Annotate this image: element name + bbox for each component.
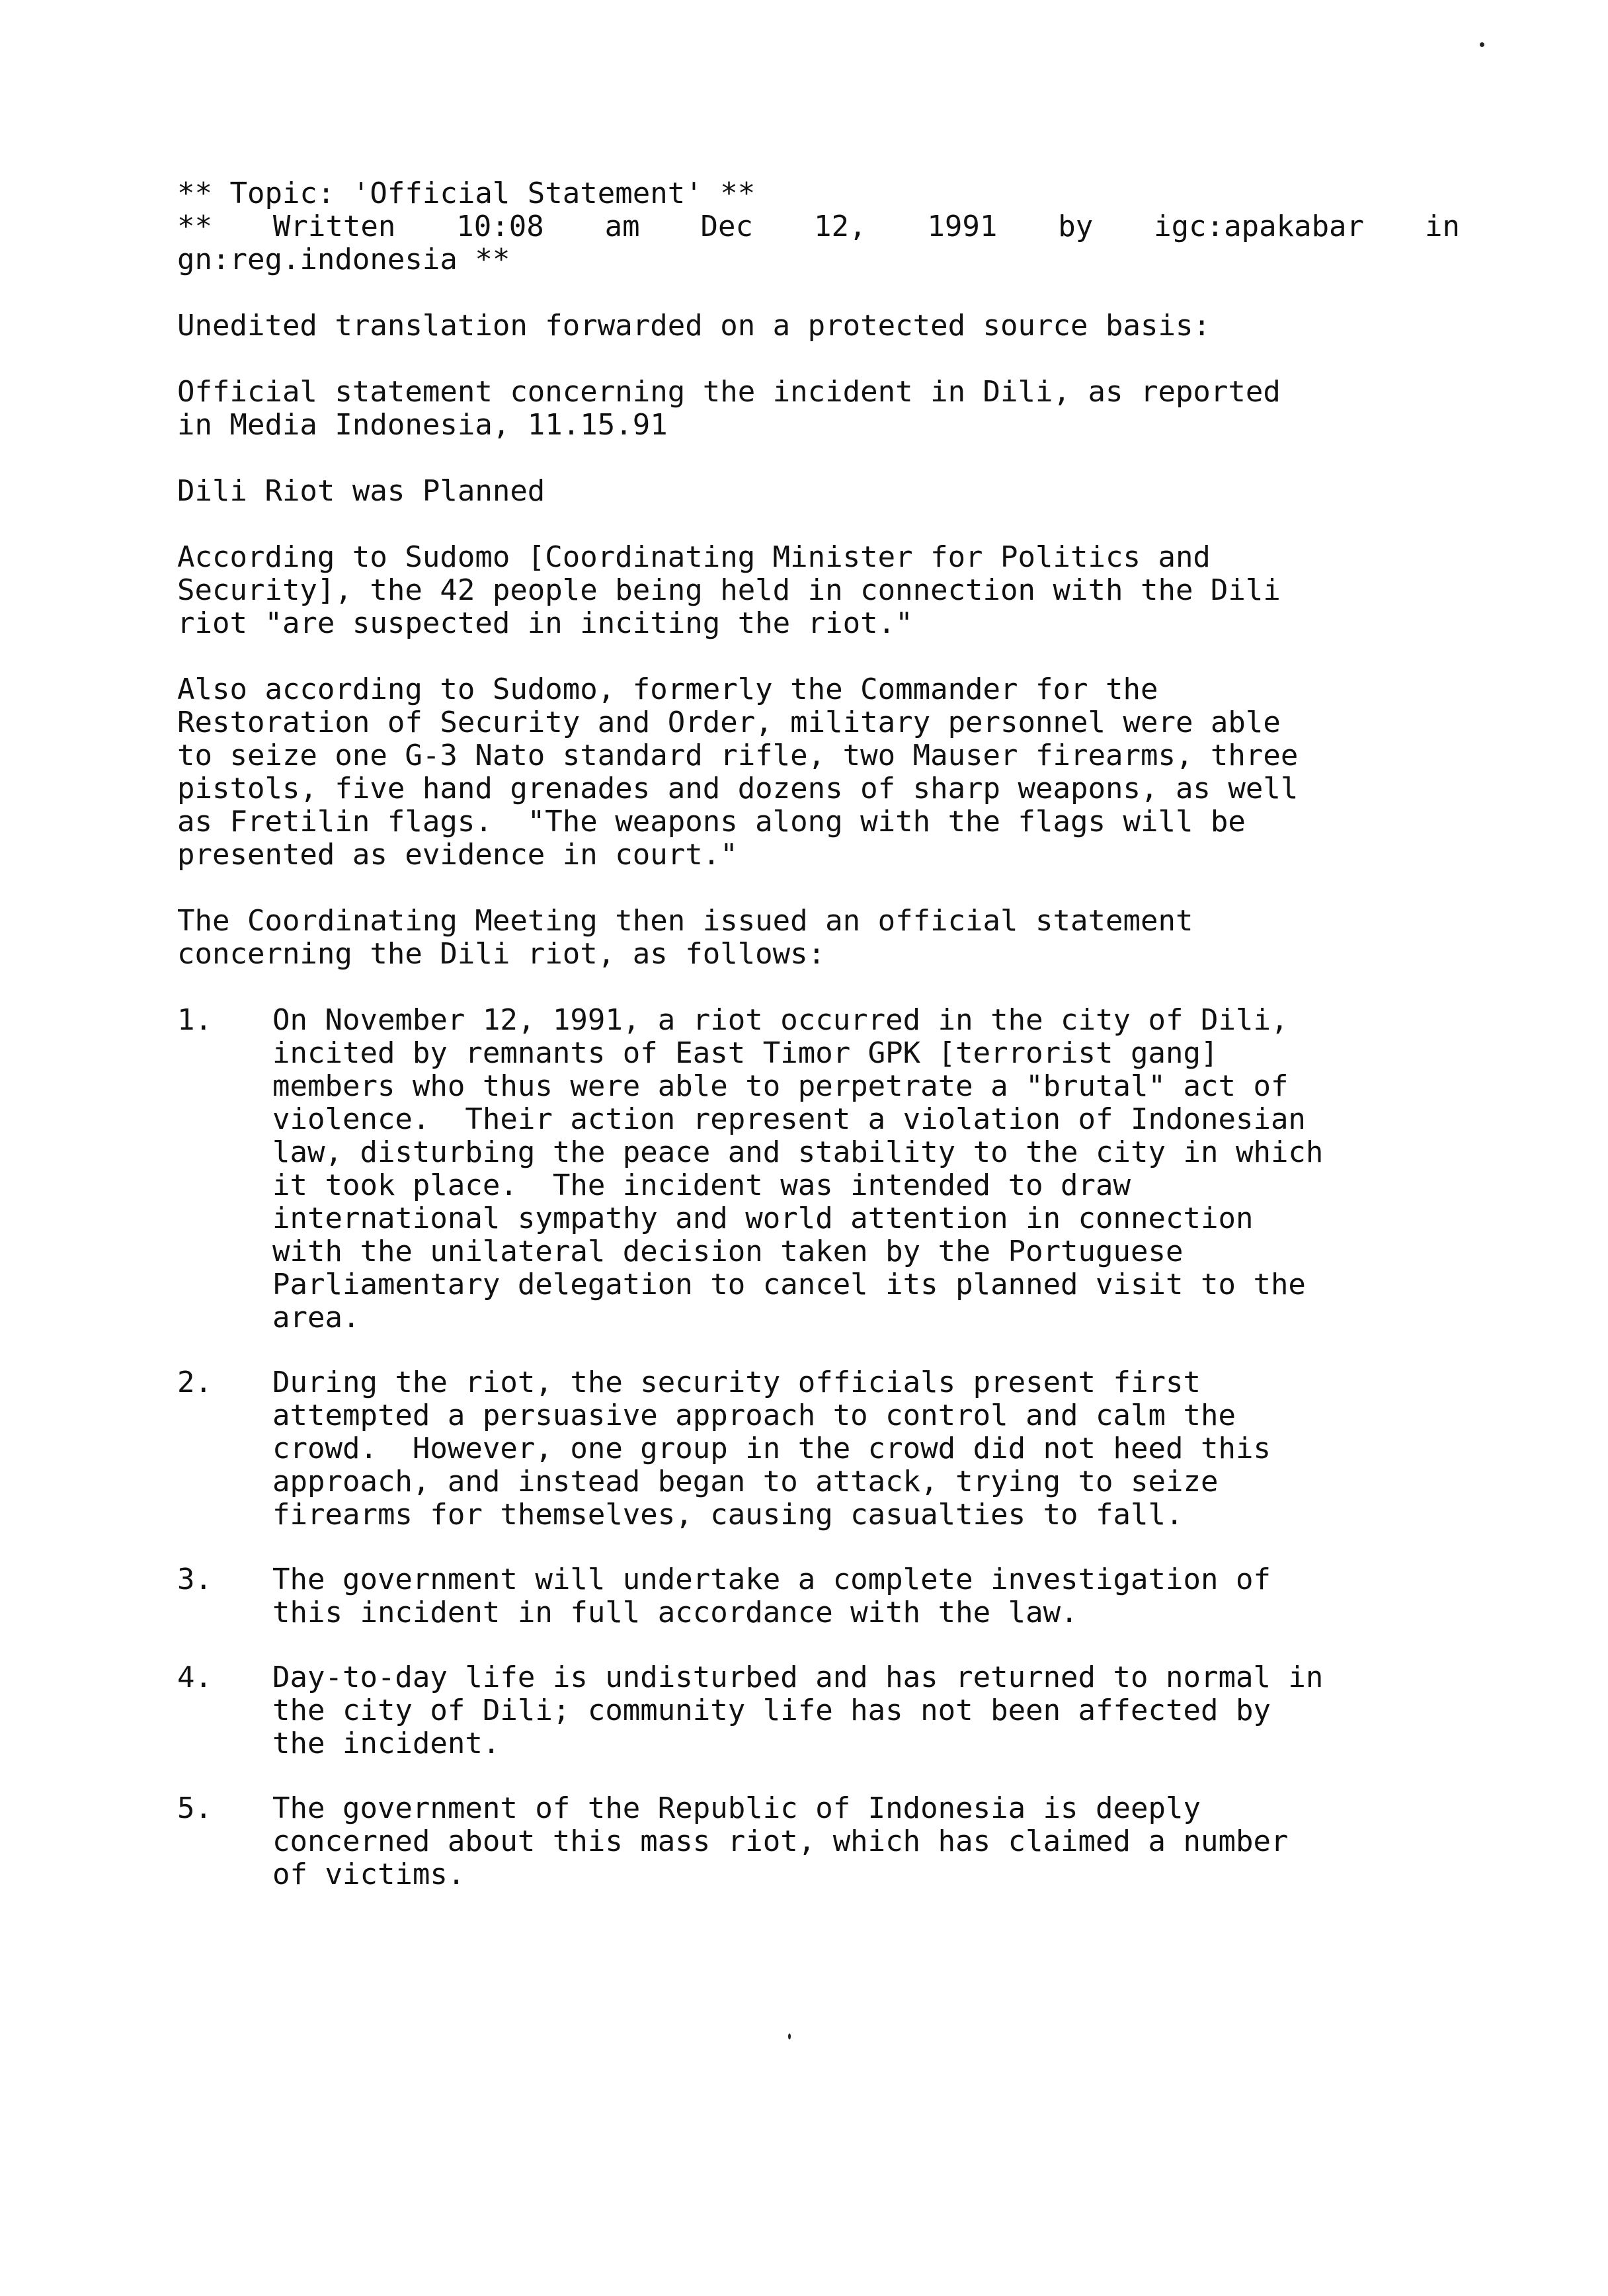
written-word: ** (177, 210, 212, 243)
meeting-paragraph (177, 905, 1460, 971)
text-line: of victims. (272, 1858, 465, 1891)
statement-list (177, 1004, 1460, 1891)
text-line: concerning the Dili riot, as follows: (177, 937, 826, 971)
written-word: 1991 (927, 210, 998, 243)
text-line: According to Sudomo [Coordinating Minister for Politics and (177, 540, 1211, 574)
text-line: law, disturbing the peace and stability to the city in which (272, 1135, 1324, 1169)
text-line: During the riot, the security officials present first (272, 1366, 1201, 1399)
text-line: firearms for themselves, causing casualties to fall. (272, 1498, 1184, 1532)
text-line: The government of the Republic of Indonesia is deeply (272, 1791, 1201, 1825)
text-line: On November 12, 1991, a riot occurred in the city of Dili, (272, 1003, 1289, 1037)
text-line: incited by remnants of East Timor GPK [terrorist gang] (272, 1036, 1219, 1070)
text-line: crowd. However, one group in the crowd did not heed this (272, 1432, 1271, 1465)
list-item (177, 1563, 1460, 1629)
written-word: 10:08 (456, 210, 544, 243)
text-line: Security], the 42 people being held in connection with the Dili (177, 573, 1281, 607)
text-line: concerned about this mass riot, which has claimed a number (272, 1824, 1289, 1858)
item-number: 3. (177, 1563, 212, 1596)
text-line: Parliamentary delegation to cancel its planned visit to the (272, 1268, 1306, 1301)
text-line: Official statement concerning the incident in Dili, as reported (177, 375, 1281, 409)
text-line: members who thus were able to perpetrate a "brutal" act of (272, 1069, 1289, 1103)
scan-speck (788, 2033, 791, 2039)
text-line: attempted a persuasive approach to control and calm the (272, 1399, 1236, 1432)
written-line (177, 210, 1460, 243)
source-note (177, 376, 1460, 442)
scan-speck (1480, 42, 1484, 47)
item-number: 5. (177, 1791, 212, 1825)
text-line: the city of Dili; community life has not been affected by (272, 1694, 1271, 1727)
text-line: Unedited translation forwarded on a protected source basis: (177, 309, 1211, 343)
text-line: presented as evidence in court." (177, 838, 738, 872)
text-line: with the unilateral decision taken by the Portuguese (272, 1235, 1184, 1268)
text-line: area. (272, 1301, 360, 1334)
text-line: Restoration of Security and Order, military personnel were able (177, 706, 1281, 739)
text-line: The government will undertake a complete investigation of (272, 1563, 1271, 1596)
written-word: Dec (700, 210, 754, 243)
text-line: The Coordinating Meeting then issued an official statement (177, 904, 1193, 938)
document-body (177, 177, 1460, 1923)
list-item (177, 1792, 1460, 1891)
message-header (177, 177, 1460, 276)
text-line: Also according to Sudomo, formerly the Commander for the (177, 673, 1158, 706)
text-line: riot "are suspected in inciting the riot." (177, 606, 913, 640)
written-word: 12, (813, 210, 867, 243)
written-word: in (1424, 210, 1460, 243)
topic-line: ** Topic: 'Official Statement' ** (177, 177, 756, 210)
written-word: igc:apakabar (1154, 210, 1365, 243)
item-number: 4. (177, 1660, 212, 1694)
newsgroup-line: gn:reg.indonesia ** (177, 243, 510, 276)
written-word: am (604, 210, 640, 243)
text-line: pistols, five hand grenades and dozens of sharp weapons, as well (177, 772, 1299, 805)
forwarding-note (177, 309, 1460, 343)
text-line: violence. Their action represent a violation of Indonesian (272, 1102, 1306, 1136)
written-word: Written (272, 210, 396, 243)
list-item (177, 1004, 1460, 1334)
text-line: the incident. (272, 1727, 501, 1760)
sudomo-paragraph-1 (177, 541, 1460, 640)
written-word: by (1058, 210, 1094, 243)
text-line: Day-to-day life is undisturbed and has returned to normal in (272, 1660, 1324, 1694)
text-line: it took place. The incident was intended to draw (272, 1168, 1131, 1202)
text-line: this incident in full accordance with the law. (272, 1596, 1078, 1629)
text-line: as Fretilin flags. "The weapons along with the flags will be (177, 805, 1246, 839)
item-number: 2. (177, 1366, 212, 1399)
text-line: international sympathy and world attention in connection (272, 1202, 1254, 1235)
headline-text: Dili Riot was Planned (177, 474, 545, 508)
text-line: to seize one G-3 Nato standard rifle, two Mauser firearms, three (177, 739, 1299, 772)
text-line: approach, and instead began to attack, trying to seize (272, 1465, 1219, 1498)
sudomo-paragraph-2 (177, 673, 1460, 872)
list-item (177, 1661, 1460, 1760)
list-item (177, 1366, 1460, 1532)
headline (177, 475, 1460, 508)
text-line: in Media Indonesia, 11.15.91 (177, 408, 668, 442)
item-number: 1. (177, 1003, 212, 1037)
